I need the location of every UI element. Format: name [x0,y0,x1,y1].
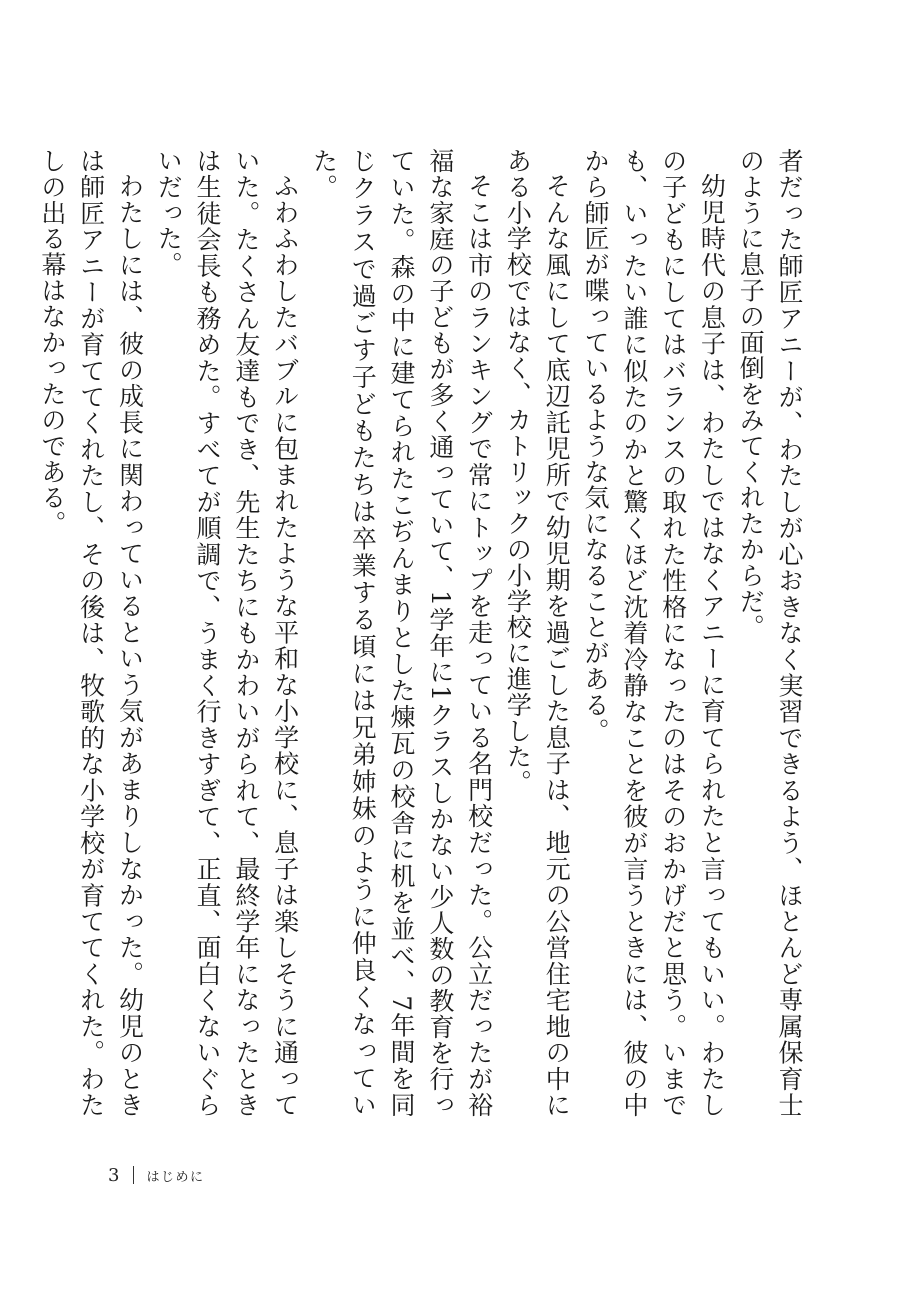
page-number: 3 [108,1164,120,1186]
paragraph-3: そんな風にして底辺託児所で幼児期を過ごした息子は、地元の公営住宅地の中にある小学校ではなく、カトリックの小学校に進学した。 [503,148,572,1118]
vertical-text-body [37,148,808,1118]
paragraph-1: 者だった師匠アニーが、わたしが心おきなく実習できるよう、ほとんど専属保育士のように息子の面倒をみてくれたからだ。 [736,148,804,1118]
running-head: はじめに [146,1169,205,1185]
paragraph-2: 幼児時代の息子は、わたしではなくアニーに育てられたと言ってもいい。わたしの子どもにしてはバランスの取れた性格になったのはそのおかげだと思う。いまでも、いったい誰に似たのかと驚くほど沈着冷静なことを彼が言うときには、彼の中から師匠が喋っているような気になることがある。 [581,148,727,1118]
footer-divider [133,1166,134,1184]
paragraph-5: ふわふわしたバブルに包まれたような平和な小学校に、息子は楽しそうに通っていた。たくさん友達もでき、先生たちにもかわいがられて、最終学年になったときは生徒会長も務めた。すべてが順調で、うまく行きすぎて、正直、面白くないぐらいだった。 [154,148,300,1118]
paragraph-4: そこは市のランキングで常にトップを走っている名門校だった。公立だったが裕福な家庭の子どもが多く通っていて、1学年に1クラスしかない少人数の教育を行っていた。森の中に建てられたこぢんまりとした煉瓦の校舎に机を並べ、7年間を同じクラスで過ごす子どもたちは卒業する頃には兄弟姉妹のように仲良くなっていた。 [309,148,494,1118]
page-footer [108,1160,204,1190]
paragraph-6: わたしには、彼の成長に関わっているという気があまりしなかった。幼児のときは師匠アニーが育ててくれたし、その後は、牧歌的な小学校が育ててくれた。わたしの出る幕はなかったのである。 [37,148,145,1118]
